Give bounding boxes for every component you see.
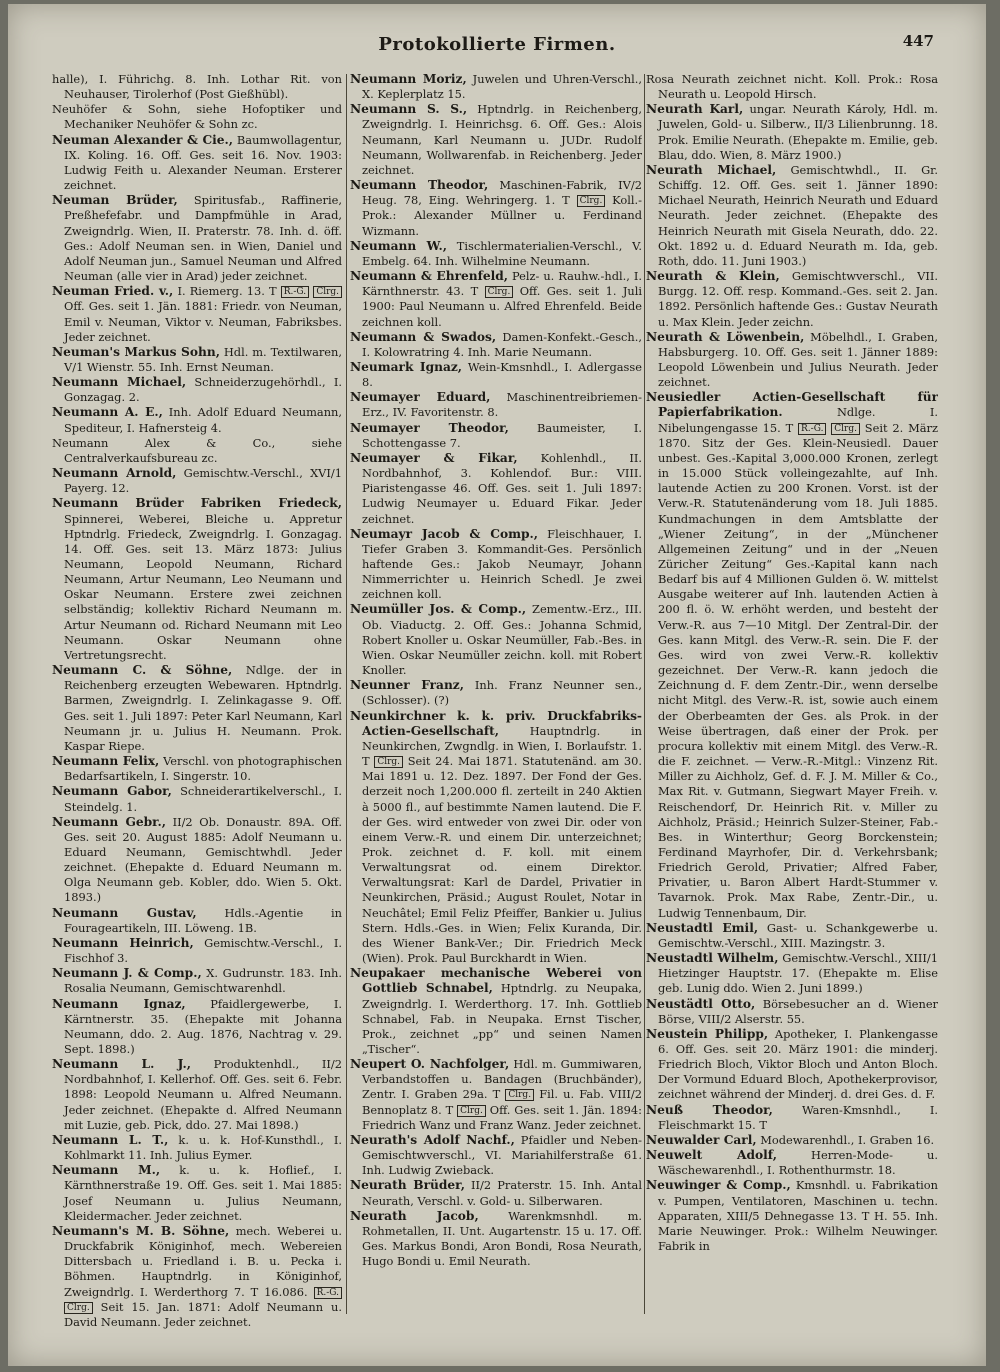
directory-entry — [350, 451, 642, 527]
circle-badge: Clrg. — [505, 1089, 534, 1101]
firm-name: Neumann's M. B. Söhne, — [52, 1223, 230, 1238]
entry-details: Gemischtw.-Verschl., XVI/1 Payerg. 12. — [64, 466, 342, 496]
directory-entry — [52, 1133, 342, 1163]
entry-details: Hdls.-Agentie in Fourageartikeln, III. Löweng. 1B. — [64, 905, 342, 935]
entry-details: Rosa Neurath zeichnet nicht. Koll. Prok.: Rosa Neurath u. Leopold Hirsch. — [646, 72, 938, 102]
directory-entry — [52, 997, 342, 1058]
directory-entry — [350, 269, 642, 330]
directory-entry — [350, 239, 642, 269]
firm-name: Neunkirchner k. k. priv. Druckfabriks-Actien-Gesellschaft, — [350, 708, 642, 738]
circle-badge: Clrg. — [577, 195, 606, 207]
directory-entry — [646, 390, 938, 920]
directory-entry — [350, 1133, 642, 1178]
firm-name: Neustein Philipp, — [646, 1026, 769, 1041]
firm-name: Neumann S. S., — [350, 102, 468, 117]
directory-entry — [52, 405, 342, 435]
directory-entry — [52, 1224, 342, 1330]
firm-name: Neumann Gebr., — [52, 814, 166, 829]
entry-details: Möbelhdl., I. Graben, Habsburgerg. 10. Off. Ges. seit 1. Jänner 1889: Leopold Löwenbein und Julius Neurath. Jeder zeichnet. — [658, 329, 938, 390]
entry-details: Maschinen-Fabrik, IV/2 Heug. 78, Eing. Wehringerg. 1. T Clrg. Koll.-Prok.: Alexander Müllner u. Ferdinand Wizmann. — [362, 178, 642, 238]
entry-details: Verschl. von photographischen Bedarfsartikeln, I. Singerstr. 10. — [64, 754, 342, 784]
entry-details: Schneiderartikelverschl., I. Steindelg. 1. — [64, 784, 342, 814]
circle-badge: Clrg. — [374, 756, 403, 768]
directory-entry — [646, 951, 938, 996]
directory-entry — [646, 1148, 938, 1178]
directory-entry — [350, 360, 642, 390]
entry-details: Pfaidlergewerbe, I. Kärntnerstr. 35. (Ehepakte mit Johanna Neumann, ddo. 2. Aug. 1876, Nachtrag v. 29. Sept. 1898.) — [64, 996, 342, 1056]
entry-details: Damen-Konfekt.-Gesch., I. Kolowratring 4. Inh. Marie Neumann. — [362, 329, 642, 359]
circle-badge: Clrg. — [64, 1302, 93, 1314]
entry-details: Baumeister, I. Schottengasse 7. — [362, 420, 642, 450]
directory-entry — [52, 436, 342, 466]
directory-entry — [52, 102, 342, 132]
firm-name: Neumayer Theodor, — [350, 420, 509, 435]
directory-entry — [350, 678, 642, 708]
entry-details: Pfaidler und Neben-Gemischtwverschl., VI. Mariahilferstraße 61. Inh. Ludwig Zwieback. — [362, 1132, 642, 1178]
register-badge: R.-G. — [281, 286, 309, 298]
directory-entry — [646, 72, 938, 102]
directory-entry — [52, 936, 342, 966]
firm-name: Neumayer & Fikar, — [350, 450, 518, 465]
firm-name: Neumann C. & Söhne, — [52, 663, 233, 678]
column-divider-1 — [346, 74, 347, 1314]
firm-name: Neumann & Ehrenfeld, — [350, 269, 509, 284]
firm-name: Neumayer Eduard, — [350, 390, 491, 405]
directory-entry — [350, 390, 642, 420]
firm-name: Neurath Brüder, — [350, 1178, 465, 1193]
entry-details: Wein-Kmsnhdl., I. Adlergasse 8. — [362, 359, 642, 390]
directory-entry — [350, 421, 642, 451]
register-badge: R.-G. — [798, 423, 826, 435]
directory-entry — [52, 966, 342, 996]
directory-entry — [52, 72, 342, 102]
firm-name: Neurath Karl, — [646, 102, 744, 117]
entry-details: Hauptndrlg. in Neunkirchen, Zwgndlg. in Wien, I. Borlaufstr. 1. T Clrg. Seit 24. Mai 1871. Statutenänd. am 30. Mai 1891 u. 12. Dez. 1897. Der Fond der Ges. derzeit noch 1,200.000 fl. zerteilt in 240 Aktien à 5000 fl., auf bestimmte Namen lautend. Die F. der Ges. wird entweder von zwei Dir. oder von einem Verw.-R. und einem Dir. unterzeichnet; Prok. zeichnet d. F. koll. mit einem Verwaltungsrat od. einem Direktor. Verwaltungsrat: Karl de Dardel, Privatier in Neunkirchen, Präsid.; August Roulet, Notar in Neuchâtel; Emil Feliz Pfeiffer, Bankier u. Julius Stern. Hdls.-Ges. in Wien; Felix Kuranda, Dir. des Wiener Bank-Ver.; Dir. Friedrich Meck (Wien). Prok. Paul Burckhardt in Wien. — [362, 723, 642, 966]
directory-entry — [52, 284, 342, 345]
firm-name: Neurath's Adolf Nachf., — [350, 1132, 515, 1147]
firm-name: Neuman Brüder, — [52, 193, 178, 208]
directory-entry — [646, 997, 938, 1027]
entry-details: Herren-Mode- u. Wäschewarenhdl., I. Rothenthurmstr. 18. — [658, 1148, 938, 1178]
entry-details: Hptndrlg. in Reichenberg, Zweigndrlg. I. Heinrichsg. 6. Off. Ges.: Alois Neumann, Karl Neumann u. JUDr. Rudolf Neumann, Wollwarenfab. in Reichenberg. Jeder zeichnet. — [362, 102, 642, 177]
directory-entry — [646, 269, 938, 330]
firm-name: Neuwelt Adolf, — [646, 1148, 777, 1163]
directory-entry — [52, 1163, 342, 1224]
entry-details: mech. Weberei u. Druckfabrik Königinhof, mech. Webereien Dittersbach u. Friedland i. B. u. Pecka i. Böhmen. Hauptndrlg. in Königinhof, Zweigndrlg. I. Werderthorg 7. T 16.086. R.-G. Clrg. Seit 15. Jan. 1871: Adolf Neumann u. David Neumann. Jeder zeichnet. — [64, 1223, 342, 1329]
entry-details: X. Gudrunstr. 183. Inh. Rosalia Neumann, Gemischtwarenhdl. — [64, 966, 342, 996]
directory-entry — [350, 709, 642, 967]
entry-details: k. u. k. Hof-Kunsthdl., I. Kohlmarkt 11. Inh. Julius Eymer. — [64, 1132, 342, 1163]
entry-details: Maschinentreibriemen-Erz., IV. Favoritenstr. 8. — [362, 390, 642, 420]
circle-badge: Clrg. — [831, 423, 860, 435]
directory-entry — [52, 496, 342, 663]
entry-details: Inh. Adolf Eduard Neumann, Spediteur, I. Hafnersteig 4. — [64, 405, 342, 435]
entry-details: I. Riemerg. 13. T R.-G. Clrg. Off. Ges. seit 1. Jän. 1881: Friedr. von Neuman, Emil v. Neuman, Viktor v. Neuman, Fabriksbes. Jeder zeichnet. — [64, 284, 342, 344]
firm-name: Neumann W., — [350, 238, 447, 253]
directory-entry — [350, 527, 642, 603]
directory-entry — [646, 102, 938, 163]
firm-name: Neumann Brüder Fabriken Friedeck, — [52, 496, 342, 511]
entry-details: k. u. k. Hoflief., I. Kärnthnerstraße 19. Off. Ges. seit 1. Mai 1885: Josef Neumann u. Julius Neumann, Kleidermacher. Jeder zeichnet. — [64, 1163, 342, 1223]
firm-name: Neumann Ignaz, — [52, 996, 186, 1011]
directory-entry — [52, 375, 342, 405]
entry-details: Waren-Kmsnhdl., I. Fleischmarkt 15. T — [658, 1102, 938, 1132]
entry-details: Spiritusfab., Raffinerie, Preßhefefabr. und Dampfmühle in Arad, Zweigndrlg. Wien, II. Praterstr. 78. Inh. d. öff. Ges.: Adolf Neuman sen. in Wien, Daniel und Adolf Neuman jun., Samuel Neuman und Alfred Neuman (alle vier in Arad) jeder zeichnet. — [64, 193, 342, 284]
entry-details: Kmsnhdl. u. Fabrikation v. Pumpen, Ventilatoren, Maschinen u. techn. Apparaten, XIII/5 Dehnegasse 13. T H. 55. Inh. Marie Neuwinger. Prok.: Wilhelm Neuwinger. Fabrik in — [658, 1178, 938, 1254]
firm-name: Neuman's Markus Sohn, — [52, 344, 220, 359]
firm-name: Neumann M., — [52, 1163, 161, 1178]
directory-entry — [52, 345, 342, 375]
directory-entry — [52, 784, 342, 814]
directory-entry — [52, 754, 342, 784]
entry-details: Tischlermaterialien-Verschl., V. Embelg. 64. Inh. Wilhelmine Neumann. — [362, 238, 642, 268]
entry-details: II/2 Praterstr. 15. Inh. Antal Neurath, Verschl. v. Gold- u. Silberwaren. — [362, 1178, 642, 1208]
entry-details: Pelz- u. Rauhw.-hdl., I. Kärnthnerstr. 43. T Clrg. Off. Ges. seit 1. Juli 1900: Paul Neumann u. Alfred Ehrenfeld. Beide zeichnen koll. — [362, 269, 642, 329]
directory-entry — [646, 1133, 938, 1148]
firm-name: Neupert O. Nachfolger, — [350, 1057, 510, 1072]
directory-entry — [350, 330, 642, 360]
entry-details: Börsebesucher an d. Wiener Börse, VIII/2 Alserstr. 55. — [658, 996, 938, 1026]
running-title: Protokollierte Firmen. — [378, 34, 616, 55]
entry-details: Modewarenhdl., I. Graben 16. — [756, 1132, 935, 1147]
firm-name: Neumann L. T., — [52, 1132, 169, 1147]
firm-name: Neumann Felix, — [52, 754, 160, 769]
directory-entry — [646, 1103, 938, 1133]
entry-details: Gemischtwverschl., VII. Burgg. 12. Off. resp. Kommand.-Ges. seit 2. Jan. 1892. Persönlich haftende Ges.: Gustav Neurath u. Max Klein. Jeder zeichn. — [658, 269, 938, 329]
firm-name: Neustadtl Wilhelm, — [646, 951, 779, 966]
firm-name: Neumann Gabor, — [52, 784, 172, 799]
page-header — [8, 34, 986, 64]
entry-details: Warenkmsnhdl. m. Rohmetallen, II. Unt. Augartenstr. 15 u. 17. Off. Ges. Markus Bondi, Aron Bondi, Rosa Neurath, Hugo Bondi u. Emil Neurath. — [362, 1208, 642, 1269]
firm-name: Neurath Jacob, — [350, 1208, 479, 1223]
directory-entry — [350, 966, 642, 1057]
directory-entry — [646, 921, 938, 951]
firm-name: Neurath & Löwenbein, — [646, 329, 805, 344]
firm-name: Neumann & Swados, — [350, 329, 497, 344]
directory-page — [8, 4, 986, 1366]
directory-entry — [350, 102, 642, 178]
entry-details: Gemischtw.-Verschl., XIII/1 Hietzinger Hauptstr. 17. (Ehepakte m. Elise geb. Lunig ddo. Wien 2. Juni 1899.) — [658, 951, 938, 996]
entry-details: Gemischtwhdl., II. Gr. Schiffg. 12. Off. Ges. seit 1. Jänner 1890: Michael Neurath, Heinrich Neurath und Eduard Neurath. Jeder zeichnet. (Ehepakte des Heinrich Neurath mit Gisela Neurath, ddo. 22. Okt. 1892 u. d. Eduard Neurath m. Ida, geb. Roth, ddo. 11. Juni 1903.) — [658, 162, 938, 268]
firm-name: Neumann Michael, — [52, 375, 187, 390]
directory-entry — [52, 663, 342, 754]
entry-details: Hdl. m. Textilwaren, V/1 Wienstr. 55. Inh. Ernst Neuman. — [64, 344, 342, 374]
firm-name: Neuman Alexander & Cie., — [52, 132, 234, 147]
firm-name: Neumann Arnold, — [52, 466, 177, 481]
entry-details: halle), I. Führichg. 8. Inh. Lothar Rit. von Neuhauser, Tirolerhof (Post Gießhübl). — [52, 72, 342, 102]
firm-name: Neustädtl Otto, — [646, 996, 756, 1011]
entry-details: Neumann Alex & Co., siehe Centralverkaufsbureau zc. — [52, 435, 342, 465]
entry-details: Ndlge. der in Reichenberg erzeugten Webewaren. Hptndrlg. Barmen, Zweigndrlg. I. Zelinkagasse 9. Off. Ges. seit 1. Juli 1897: Peter Karl Neumann, Karl Neumann jr. u. Julius H. Neumann. Prok. Kaspar Riepe. — [64, 663, 342, 753]
entry-details: Zementw.-Erz., III. Ob. Viaductg. 2. Off. Ges.: Johanna Schmid, Robert Knoller u. Oskar Neumüller, Fab.-Bes. in Wien. Oskar Neumüller zeichn. koll. mit Robert Knoller. — [362, 602, 642, 678]
firm-name: Neumann Moriz, — [350, 72, 467, 86]
entry-details: Produktenhdl., II/2 Nordbahnhof, I. Kellerhof. Off. Ges. seit 6. Febr. 1898: Leopold Neumann u. Alfred Neumann. Jeder zeichnet. (Ehepakte d. Alfred Neumann mit Luzie, geb. Pick, ddo. 27. Mai 1898.) — [64, 1057, 342, 1132]
firm-name: Neuman Fried. v., — [52, 284, 174, 299]
directory-entry — [52, 1057, 342, 1133]
directory-entry — [350, 1178, 642, 1208]
entry-details: Gast- u. Schankgewerbe u. Gemischtw.-Verschl., XIII. Mazingstr. 3. — [658, 920, 938, 950]
entry-details: Ndlge. I. Nibelungengasse 15. T R.-G. Clrg. Seit 2. März 1870. Sitz der Ges. Klein-Neusiedl. Dauer unbest. Ges.-Kapital 3,000.000 Kronen, zerlegt in 15.000 Stück volleingezahlte, auf Inh. lautende Actien zu 200 Kronen. Vorst. ist der Verw.-R. Statutenänderung vom 18. Juli 1885. Kundmachungen in dem Amtsblatte der „Wiener Zeitung“, in der „Münchener Allgemeinen Zeitung“ und in der „Neuen Züricher Zeitung“ Ges.-Kapital kann nach Bedarf bis auf 4 Millionen Gulden ö. W. mittelst Ausgabe weiterer auf Inh. lautenden Actien à 200 fl. ö. W. erhöht werden, und besteht der Verw.-R. aus 7—10 Mitgl. Der Zentral-Dir. der Ges. kann Mitgl. des Verw.-R. sein. Die F. der Ges. wird von zwei Verw.-R. kollektiv gezeichnet. Der Verw.-R. kann jedoch die Zeichnung d. F. dem Zentr.-Dir., wenn derselbe nicht Mitgl. des Verw.-R. ist, sowie auch einem der Oberbeamten der Ges. als Prok. in der Weise übertragen, daß einer der Prok. per procura kollektiv mit einem Mitgl. des Verw.-R. die F. zeichnet. — Verw.-R.-Mitgl.: Vinzenz Rit. Miller zu Aichholz, Gef. d. F. J. M. Miller & Co., Max Rit. v. Gutmann, Siegwart Mayer Freih. v. Reischendorf, Dr. Heinrich Rit. v. Miller zu Aichholz, Präsid.; Heinrich Sulzer-Steiner, Fab.-Bes. in Winterthur; Georg Borckenstein; Ferdinand Mayrhofer, Dir. d. Verkehrsbank; Friedrich Gerold, Privatier; Alfred Faber, Privatier, u. Baron Albert Hardt-Stummer v. Tavarnok. Prok. Max Rabe, Zentr.-Dir., u. Ludwig Tennenbaum, Dir. — [658, 405, 938, 920]
firm-name: Neumann J. & Comp., — [52, 966, 202, 981]
directory-entry — [52, 815, 342, 906]
firm-name: Neustadtl Emil, — [646, 920, 759, 935]
firm-name: Neunner Franz, — [350, 678, 464, 693]
firm-name: Neuwinger & Comp., — [646, 1178, 791, 1193]
entry-details: ungar. Neurath Károly, Hdl. m. Juwelen, Gold- u. Silberw., II/3 Lilienbrunng. 18. Prok. Emilie Neurath. (Ehepakte m. Emilie, geb. Blau, ddo. Wien, 8. März 1900.) — [658, 102, 938, 162]
firm-name: Neumann Theodor, — [350, 178, 489, 193]
firm-name: Neupakaer mechanische Weberei von Gottlieb Schnabel, — [350, 966, 642, 996]
firm-name: Neumann Heinrich, — [52, 935, 194, 950]
column-1 — [52, 72, 342, 1362]
page-number: 447 — [902, 32, 934, 50]
register-badge: R.-G. — [314, 1287, 342, 1299]
directory-entry — [646, 163, 938, 269]
entry-details: Inh. Franz Neunner sen., (Schlosser). (?) — [362, 678, 642, 708]
entry-details: Baumwollagentur, IX. Koling. 16. Off. Ges. seit 16. Nov. 1903: Ludwig Feith u. Alexander Neuman. Ersterer zeichnet. — [64, 132, 342, 193]
entry-details: Apotheker, I. Plankengasse 6. Off. Ges. seit 20. März 1901: die minderj. Friedrich Bloch, Viktor Bloch und Anton Bloch. Der Vormund Eduard Bloch, Apothekerprovisor, zeichnet während der Minderj. d. drei Ges. d. F. — [658, 1026, 938, 1102]
firm-name: Neuß Theodor, — [646, 1102, 773, 1117]
circle-badge: Clrg. — [485, 286, 514, 298]
directory-entry — [350, 72, 642, 102]
directory-entry — [646, 1178, 938, 1254]
directory-entry — [52, 466, 342, 496]
directory-entry — [52, 193, 342, 284]
directory-entry — [52, 906, 342, 936]
entry-details: II/2 Ob. Donaustr. 89A. Off. Ges. seit 20. August 1885: Adolf Neumann u. Eduard Neumann, Gemischtwhdl. Jeder zeichnet. (Ehepakte d. Eduard Neumann m. Olga Neumann geb. Kobler, ddo. Wien 5. Okt. 1893.) — [64, 814, 342, 905]
column-divider-2 — [644, 74, 645, 1314]
circle-badge: Clrg. — [457, 1105, 486, 1117]
directory-entry — [646, 330, 938, 391]
entry-details: Spinnerei, Weberei, Bleiche u. Appretur Hptndrlg. Friedeck, Zweigndrlg. I. Gonzagag. 14. Off. Ges. seit 13. März 1873: Julius Neumann, Leopold Neumann, Richard Neumann, Artur Neumann, Leo Neumann und Oskar Neumann. Erstere zwei zeichnen selbständig; kollektiv Richard Neumann m. Artur Neumann od. Richard Neumann mit Leo Neumann. Oskar Neumann ohne Vertretungsrecht. — [64, 511, 342, 662]
entry-details: Hdl. m. Gummiwaren, Verbandstoffen u. Bandagen (Bruchbänder), Zentr. I. Graben 29a. T Clrg. Fil. u. Fab. VIII/2 Bennoplatz 8. T Clrg. Off. Ges. seit 1. Jän. 1894: Friedrich Wanz und Franz Wanz. Jeder zeichnet. — [362, 1057, 642, 1132]
firm-name: Neumann A. E., — [52, 405, 163, 420]
entry-details: Gemischtw.-Verschl., I. Fischhof 3. — [64, 935, 342, 966]
firm-name: Neurath & Klein, — [646, 269, 780, 284]
column-2 — [350, 72, 642, 1362]
circle-badge: Clrg. — [313, 286, 342, 298]
entry-details: Kohlenhdl., II. Nordbahnhof, 3. Kohlendof. Bur.: VIII. Piaristengasse 46. Off. Ges. seit 1. Juli 1897: Ludwig Neumayer u. Eduard Fikar. Jeder zeichnet. — [362, 450, 642, 526]
entry-details: Hptndrlg. zu Neupaka, Zweigndrlg. I. Werderthorg. 17. Inh. Gottlieb Schnabel, Fab. in Neupaka. Ernst Tischer, Prok., zeichnet „pp“ und seinen Namen „Tischer“. — [362, 981, 642, 1056]
firm-name: Neumayr Jacob & Comp., — [350, 526, 538, 541]
firm-name: Neumann L. J., — [52, 1057, 191, 1072]
firm-name: Neumann Gustav, — [52, 905, 197, 920]
firm-name: Neurath Michael, — [646, 162, 777, 177]
firm-name: Neumark Ignaz, — [350, 359, 463, 374]
entry-details: Schneiderzugehörhdl., I. Gonzagag. 2. — [64, 375, 342, 405]
directory-entry — [646, 1027, 938, 1103]
column-3 — [646, 72, 938, 1362]
firm-name: Neusiedler Actien-Gesellschaft für Papierfabrikation. — [646, 390, 938, 420]
directory-entry — [350, 1209, 642, 1270]
directory-entry — [350, 1057, 642, 1133]
firm-name: Neuwalder Carl, — [646, 1132, 757, 1147]
firm-name: Neumüller Jos. & Comp., — [350, 602, 527, 617]
directory-entry — [350, 178, 642, 239]
entry-details: Fleischhauer, I. Tiefer Graben 3. Kommandit-Ges. Persönlich haftende Ges.: Jakob Neumayr, Johann Nimmerrichter u. Heinrich Schedl. Je zwei zeichnen koll. — [362, 526, 642, 602]
directory-entry — [350, 602, 642, 678]
entry-details: Juwelen und Uhren-Verschl., X. Keplerplatz 15. — [362, 72, 642, 102]
entry-details: Neuhöfer & Sohn, siehe Hofoptiker und Mechaniker Neuhöfer & Sohn zc. — [52, 102, 342, 132]
directory-entry — [52, 133, 342, 194]
